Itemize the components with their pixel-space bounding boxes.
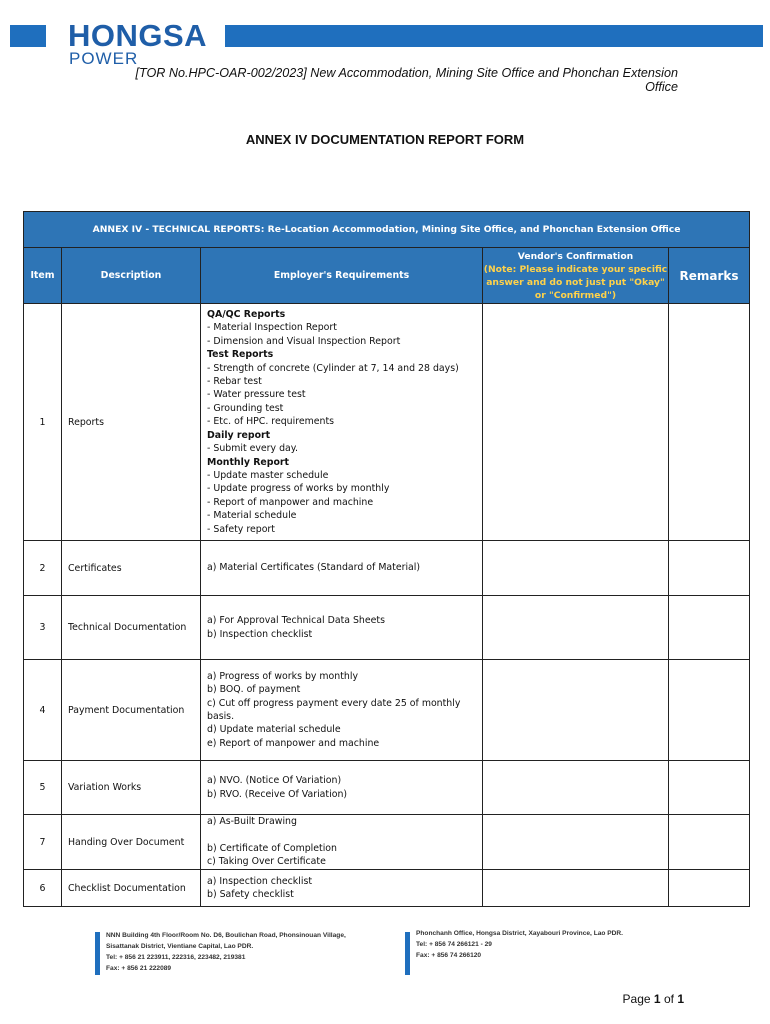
requirement-line: Monthly Report <box>207 456 290 468</box>
footer-line: Fax: + 856 74 266120 <box>416 952 482 959</box>
footer-line: Sisattanak District, Vientiane Capital, Lao PDR. <box>106 943 254 950</box>
column-header-vendor <box>483 248 669 304</box>
cell-item: 3 <box>24 596 62 660</box>
requirement-line: b) Inspection checklist <box>207 628 313 640</box>
documentation-report-table <box>23 211 750 907</box>
footer-line: Fax: + 856 21 222089 <box>106 965 172 972</box>
cell-description: Certificates <box>62 541 201 596</box>
requirement-line: a) NVO. (Notice Of Variation) <box>207 775 342 787</box>
cell-requirements <box>201 815 483 870</box>
requirement-line: b) Safety checklist <box>207 889 294 900</box>
cell-remarks[interactable] <box>669 541 750 596</box>
table-row <box>24 660 750 761</box>
header-accent-bar-left <box>10 25 46 47</box>
requirement-line: b) BOQ. of payment <box>207 684 301 696</box>
requirement-line: - Water pressure test <box>207 389 306 401</box>
requirement-line: e) Report of manpower and machine <box>207 737 380 749</box>
page-number: Page 1 of 1 <box>622 992 684 1006</box>
column-header-requirements: Employer's Requirements <box>201 248 483 304</box>
cell-remarks[interactable] <box>669 660 750 761</box>
requirement-line: - Etc. of HPC. requirements <box>207 416 335 428</box>
requirement-line: - Material schedule <box>207 510 297 522</box>
cell-vendor-confirmation[interactable] <box>483 596 669 660</box>
requirement-line: - Submit every day. <box>207 443 298 455</box>
cell-vendor-confirmation[interactable] <box>483 541 669 596</box>
requirement-line: b) Certificate of Completion <box>207 843 337 854</box>
cell-requirements <box>201 660 483 761</box>
cell-item: 7 <box>24 815 62 870</box>
cell-description: Technical Documentation <box>62 596 201 660</box>
cell-requirements <box>201 304 483 541</box>
page-title: ANNEX IV DOCUMENTATION REPORT FORM <box>245 132 525 147</box>
cell-vendor-confirmation[interactable] <box>483 815 669 870</box>
cell-vendor-confirmation[interactable] <box>483 304 669 541</box>
cell-description: Variation Works <box>62 761 201 815</box>
table-row <box>24 761 750 815</box>
requirement-line: a) Inspection checklist <box>207 875 313 887</box>
column-header-item: Item <box>24 248 62 304</box>
cell-remarks[interactable] <box>669 304 750 541</box>
requirement-line: - Material Inspection Report <box>207 322 337 334</box>
footer-line: NNN Building 4th Floor/Room No. D6, Boulichan Road, Phonsinouan Village, <box>106 932 346 939</box>
table-row <box>24 596 750 660</box>
header-accent-bar-right <box>225 25 763 47</box>
table-row <box>24 304 750 541</box>
vendor-title: Vendor's Confirmation <box>517 250 634 262</box>
requirement-line: - Dimension and Visual Inspection Report <box>207 335 401 347</box>
requirement-line: - Report of manpower and machine <box>207 496 374 508</box>
requirement-line: b) RVO. (Receive Of Variation) <box>207 788 348 800</box>
requirement-line: - Safety report <box>207 523 275 535</box>
requirement-line: - Grounding test <box>207 402 284 414</box>
vendor-note: (Note: Please indicate your specific answer and do not just put "Okay" or "Confirmed") <box>483 263 668 301</box>
cell-item: 5 <box>24 761 62 815</box>
cell-remarks[interactable] <box>669 761 750 815</box>
cell-vendor-confirmation[interactable] <box>483 870 669 907</box>
footer-address-main <box>106 930 346 974</box>
tor-reference: [TOR No.HPC-OAR-002/2023] New Accommodation, Mining Site Office and Phonchan Extension Office <box>135 66 678 94</box>
cell-requirements <box>201 870 483 907</box>
cell-item: 6 <box>24 870 62 907</box>
requirement-line <box>207 829 482 842</box>
cell-vendor-confirmation[interactable] <box>483 761 669 815</box>
requirement-line: - Rebar test <box>207 376 262 388</box>
cell-description: Handing Over Document <box>62 815 201 870</box>
footer-accent-bar-left <box>95 932 100 975</box>
footer-line: Tel: + 856 21 223911, 222316, 223482, 219381 <box>106 954 246 961</box>
cell-description: Checklist Documentation <box>62 870 201 907</box>
company-logo: HONGSA <box>68 18 208 53</box>
cell-requirements <box>201 541 483 596</box>
requirement-line: a) Material Certificates (Standard of Material) <box>207 562 421 574</box>
cell-remarks[interactable] <box>669 870 750 907</box>
requirement-line: Test Reports <box>207 349 274 361</box>
cell-requirements <box>201 596 483 660</box>
column-header-description: Description <box>62 248 201 304</box>
requirement-line: - Strength of concrete (Cylinder at 7, 14 and 28 days) <box>207 362 459 374</box>
requirement-line: a) Progress of works by monthly <box>207 670 358 682</box>
cell-description: Payment Documentation <box>62 660 201 761</box>
table-row <box>24 541 750 596</box>
requirement-line: Daily report <box>207 429 271 441</box>
cell-remarks[interactable] <box>669 596 750 660</box>
requirement-line: d) Update material schedule <box>207 724 341 736</box>
footer-line: Tel: + 856 74 266121 - 29 <box>416 941 492 948</box>
table-banner: ANNEX IV - TECHNICAL REPORTS: Re-Location Accommodation, Mining Site Office, and Phonchan Extension Office <box>24 212 750 248</box>
cell-item: 4 <box>24 660 62 761</box>
table-row <box>24 815 750 870</box>
requirement-line: c) Taking Over Certificate <box>207 856 326 868</box>
requirement-line: - Update progress of works by monthly <box>207 483 390 495</box>
cell-description: Reports <box>62 304 201 541</box>
cell-item: 1 <box>24 304 62 541</box>
footer-address-site <box>416 928 623 961</box>
requirement-line: a) For Approval Technical Data Sheets <box>207 615 385 627</box>
table-row <box>24 870 750 907</box>
footer-line: Phonchanh Office, Hongsa District, Xayabouri Province, Lao PDR. <box>416 930 624 937</box>
company-logo-sub: POWER <box>69 49 139 68</box>
footer-accent-bar-right <box>405 932 410 975</box>
cell-requirements <box>201 761 483 815</box>
requirement-line: a) As-Built Drawing <box>207 816 297 828</box>
requirement-line: QA/QC Reports <box>207 309 286 321</box>
column-header-remarks: Remarks <box>669 248 750 304</box>
requirement-line: - Update master schedule <box>207 469 329 481</box>
requirement-line: c) Cut off progress payment every date 25 of monthly basis. <box>207 697 464 722</box>
cell-vendor-confirmation[interactable] <box>483 660 669 761</box>
cell-remarks[interactable] <box>669 815 750 870</box>
cell-item: 2 <box>24 541 62 596</box>
